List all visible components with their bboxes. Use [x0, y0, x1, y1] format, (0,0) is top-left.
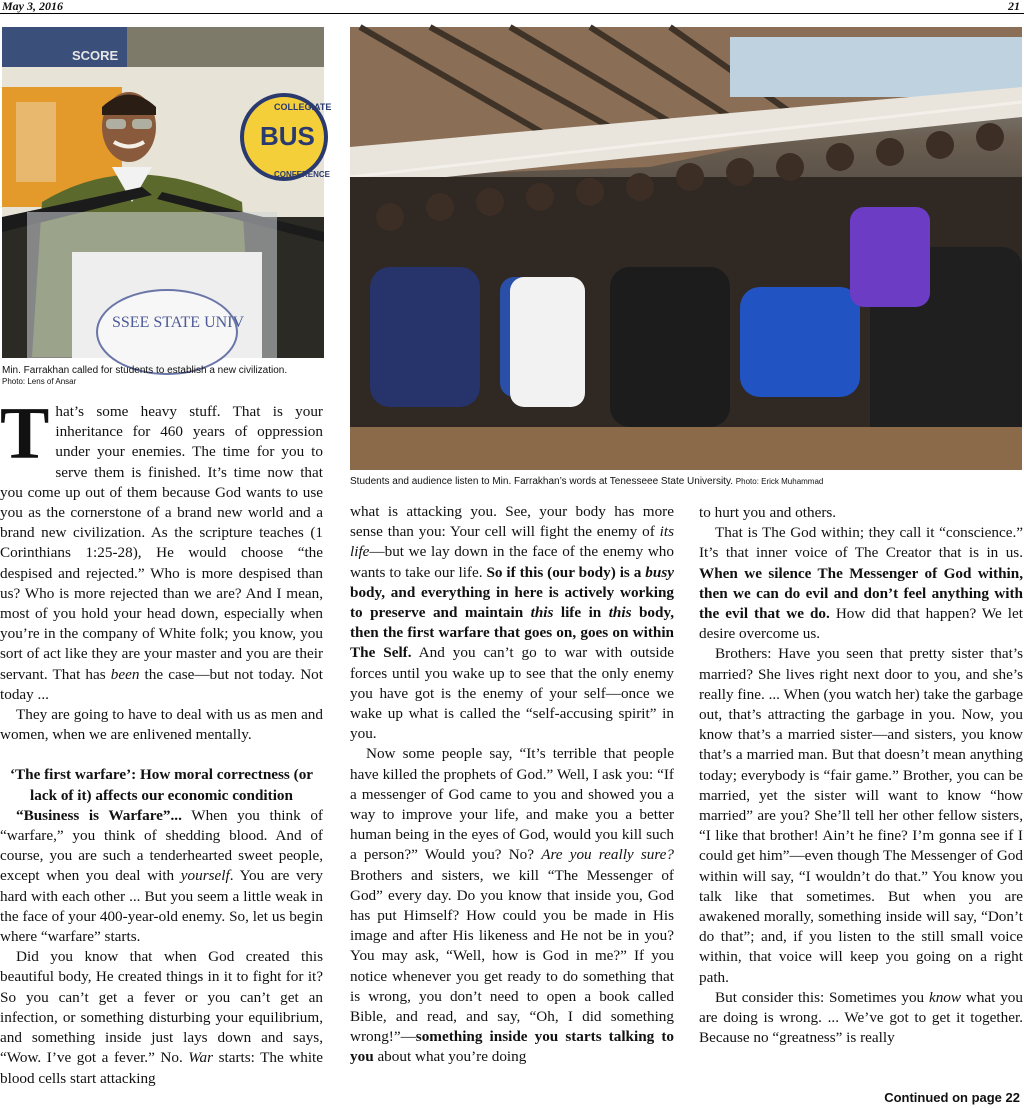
article-column-2 — [350, 502, 674, 1068]
text: starts: The white blood cells start attacking — [0, 1049, 324, 1087]
paragraph — [699, 988, 1023, 1049]
bold-text: When we silence The Messenger of God within, then we can do evil and don’t feel anything with the evil that we do. — [699, 564, 1023, 623]
page-number: 21 — [1008, 0, 1020, 13]
emphasis: its life — [350, 523, 674, 561]
emphasis: busy — [645, 563, 674, 581]
paragraph: Brothers: Have you seen that pretty sister that’s married? She lives right next door to you, and she’s really fine. ... When (you watch her) take the garbage out, that’s attracting the garbage in you. Now, you know that’s a married sister—and sisters, you know that’s a married man. But that doesn’t mean anything today; everybody is “fair game.” Brother, you can be married, yet the sister will want to know “how married” are you? She’ll tell her other fellow sisters, “I like that brother! Ain’t he fine? I’m gonna see if I could get him”—even though The Messenger of God within will say, “I wouldn’t do that.” You know you talk like that sometimes. But when you are awakened morally, something inside will say, “Don’t do that”; and, if you listen to the still small voice within, that voice will keep you going on a right path. — [699, 645, 1023, 986]
paragraph — [0, 393, 323, 705]
paragraph — [350, 502, 674, 744]
text: hat’s some heavy stuff. That is your inheritance for 460 years of oppression under your enemies. The time for you to serve them is finished. It’s time now that you come up out of them because God wants to use you as the cornerstone of a brand new world and a brand new civilization. As the scripture teaches (1 Corinthians 1:25-28), He would choose “the despised and rejected.” Who is more despised than us? Who is more rejected than we are? And I mean, most of you hold your head down, especially when you’re in the company of White folk; you know, you sort of act like they are your master and you are their servant. That has — [0, 403, 323, 683]
continued-link[interactable]: Continued on page 22 — [884, 1090, 1020, 1105]
audience-illustration — [350, 27, 1022, 470]
text: what you are doing is wrong. ... We’ve got to get it together. Because no “greatness” is really — [699, 988, 1023, 1047]
text: the case—but not today. Not today ... — [0, 665, 323, 703]
article-column-3 — [699, 503, 1023, 1048]
photo-credit: Photo: Erick Muhammad — [735, 477, 824, 486]
text: And you can’t go to war with outside forces until you wake up to see that the only enemy you have got is the enemy of your self—once we wake up what is called the “self-accusing spirit” in you. — [350, 644, 674, 743]
text: —but we lay down in the face of the enemy who wants to take our life. — [350, 543, 674, 581]
photo-credit: Photo: Lens of Ansar — [2, 377, 77, 386]
bold-text: body, and everything in here is actively working to preserve and maintain — [350, 583, 674, 622]
text: what is attacking you. See, your body has more sense than you: Your cell will fight the enemy of — [350, 503, 674, 541]
bold-text: life in — [553, 604, 609, 622]
text: . You are very hard with each other ... But you seem a little weak in the face of your 400-year-old enemy. So, let us begin where “warfare” starts. — [0, 867, 323, 946]
paragraph: They are going to have to deal with us as men and women, when we are enlivened mentally. — [0, 706, 323, 744]
text: But consider this: Sometimes you — [715, 988, 929, 1006]
text: about what you’re doing — [373, 1048, 527, 1066]
emphasis: know — [928, 988, 962, 1006]
bold-text: So if this (our body) is a — [486, 563, 646, 581]
right-photo-caption — [350, 476, 823, 487]
paragraph — [0, 947, 323, 1088]
caption-text: Students and audience listen to Min. Farrakhan’s words at Tenesseee State University. — [350, 476, 733, 487]
speaker-illustration — [2, 27, 332, 358]
paragraph — [350, 744, 674, 1067]
podium-seal-text: SSEE STATE UNIV — [112, 314, 245, 331]
text: That is The God within; they call it “conscience.” It’s that inner voice of The Creator that is in us. — [699, 524, 1023, 562]
conference-sign: CONFERENCE — [274, 170, 331, 179]
text: Did you know that when God created this beautiful body, He created things in it to fight for it? So you can’t get a fever or you can’t get an infection, or something disturbing your equilibrium, and something inside just lays down and says, “Wow. I’ve got a fever.” No. — [0, 948, 323, 1067]
text: How did that happen? We let desire overcome us. — [699, 605, 1023, 643]
text: When you think of “warfare,” you think of shedding blood. And of course, you are such a tenderhearted sweet people, except when you deal with — [0, 806, 323, 885]
drop-cap: T — [0, 393, 50, 475]
emphasis: War — [188, 1049, 214, 1067]
emphasis: this — [530, 604, 554, 622]
bold-text: body, then the first warfare that goes on, goes on within The Self. — [350, 604, 675, 662]
emphasis: this — [608, 604, 632, 622]
speaker-photo — [2, 27, 332, 358]
emphasis: been — [110, 665, 140, 683]
emphasis: yourself — [180, 867, 230, 885]
audience-photo — [350, 27, 1022, 470]
emphasis: Are you really sure? — [541, 846, 675, 864]
score-sign: SCORE — [72, 48, 119, 63]
issue-date: May 3, 2016 — [2, 0, 63, 13]
collegiate-sign: COLLEGIATE — [274, 102, 332, 112]
bus-sign: BUS — [260, 121, 315, 151]
subheading: ‘The first warfare’: How moral correctness (or lack of it) affects our economic condition — [9, 766, 314, 804]
caption-text: Min. Farrakhan called for students to establish a new civilization. — [2, 365, 288, 376]
paragraph: to hurt you and others. — [699, 504, 837, 521]
paragraph — [0, 806, 323, 947]
article-column-1 — [0, 393, 324, 1089]
left-photo-caption — [2, 365, 287, 387]
paragraph — [699, 523, 1023, 644]
page-header — [0, 0, 1024, 14]
bold-lead: “Business is Warfare”... — [16, 806, 182, 824]
text: Now some people say, “It’s terrible that people have killed the prophets of God.” Well, I ask you: “If a messenger of God came to you and showed you a way to improve your life, and make you a better human being in the eyes of God, would you kill such a person?” Would you? No? — [350, 745, 674, 864]
bold-text: something inside you starts talking to you — [350, 1028, 674, 1066]
text: Brothers and sisters, we kill “The Messenger of God” every day. Do you know that inside you, God has put Himself? How could you be made in His image and after His likeness and He not be in you? You may ask, “Well, how is God in me?” If you notice whenever you get ready to do something that is wrong, you don’t need to open a book called Bible, and read, and say, “Oh, I did something wrong!”— — [350, 866, 674, 1046]
